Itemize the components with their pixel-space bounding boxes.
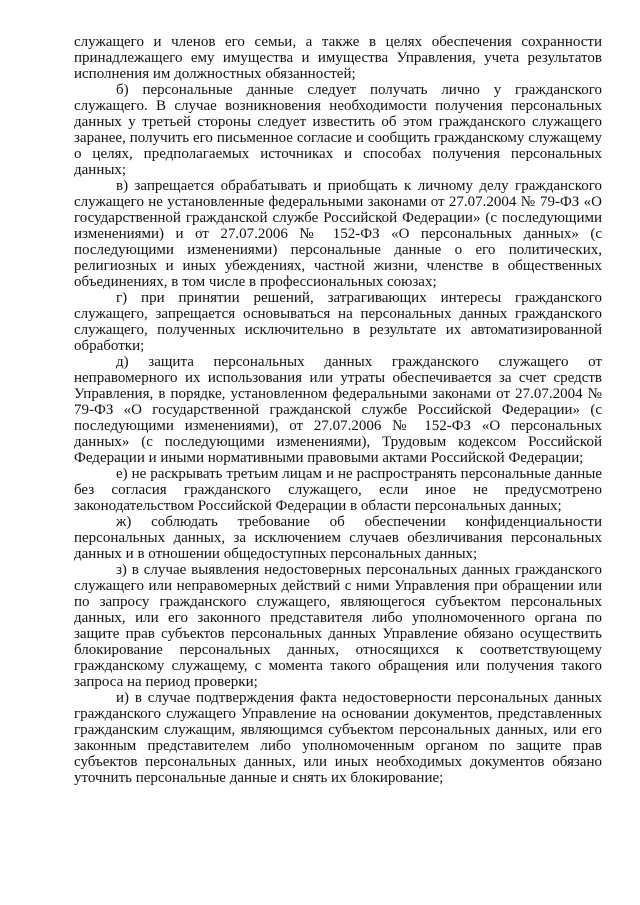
document-page xyxy=(74,34,602,786)
paragraph-v: в) запрещается обрабатывать и приобщать к личному делу гражданского служащего не установленные федеральными законами от 27.07.2004 № 79-ФЗ «О государственной гражданской службе Российской Федерации» (с последующими изменениями) и от 27.07.2006 № 152-ФЗ «О персональных данных» (с последующими изменениями) персональные данные о его политических, религиозных и иных убеждениях, частной жизни, членстве в общественных объединениях, в том числе в профессиональных союзах; xyxy=(74,178,602,290)
paragraph-zh: ж) соблюдать требование об обеспечении конфиденциальности персональных данных, за исключением случаев обезличивания персональных данных и в отношении общедоступных персональных данных; xyxy=(74,514,602,562)
paragraph-d: д) защита персональных данных гражданского служащего от неправомерного их использования или утраты обеспечивается за счет средств Управления, в порядке, установленном федеральными законами от 27.07.2004 № 79-ФЗ «О государственной гражданской службе Российской Федерации» (с последующими изменениями), от 27.07.2006 № 152-ФЗ «О персональных данных» (с последующими изменениями), Трудовым кодексом Российской Федерации и иными нормативными правовыми актами Российской Федерации; xyxy=(74,354,602,466)
paragraph-continuation: служащего и членов его семьи, а также в целях обеспечения сохранности принадлежащего ему имущества и имущества Управления, учета результатов исполнения им должностных обязанностей; xyxy=(74,34,602,82)
paragraph-e: е) не раскрывать третьим лицам и не распространять персональные данные без согласия гражданского служащего, если иное не предусмотрено законодательством Российской Федерации в области персональных данных; xyxy=(74,466,602,514)
paragraph-g: г) при принятии решений, затрагивающих интересы гражданского служащего, запрещается основываться на персональных данных гражданского служащего, полученных исключительно в результате их автоматизированной обработки; xyxy=(74,290,602,354)
paragraph-b: б) персональные данные следует получать лично у гражданского служащего. В случае возникновения необходимости получения персональных данных у третьей стороны следует известить об этом гражданского служащего заранее, получить его письменное согласие и сообщить гражданскому служащему о целях, предполагаемых источниках и способах получения персональных данных; xyxy=(74,82,602,178)
paragraph-i: и) в случае подтверждения факта недостоверности персональных данных гражданского служащего Управление на основании документов, представленных гражданским служащим, являющимся субъектом персональных данных, или его законным представителем либо уполномоченным органом по защите прав субъектов персональных данных, или иных необходимых документов обязано уточнить персональные данные и снять их блокирование; xyxy=(74,690,602,786)
paragraph-z: з) в случае выявления недостоверных персональных данных гражданского служащего или неправомерных действий с ними Управления при обращении или по запросу гражданского служащего, являющегося субъектом персональных данных, или его законного представителя либо уполномоченного органа по защите прав субъектов персональных данных Управление обязано осуществить блокирование персональных данных, относящихся к соответствующему гражданскому служащему, с момента такого обращения или получения такого запроса на период проверки; xyxy=(74,562,602,690)
